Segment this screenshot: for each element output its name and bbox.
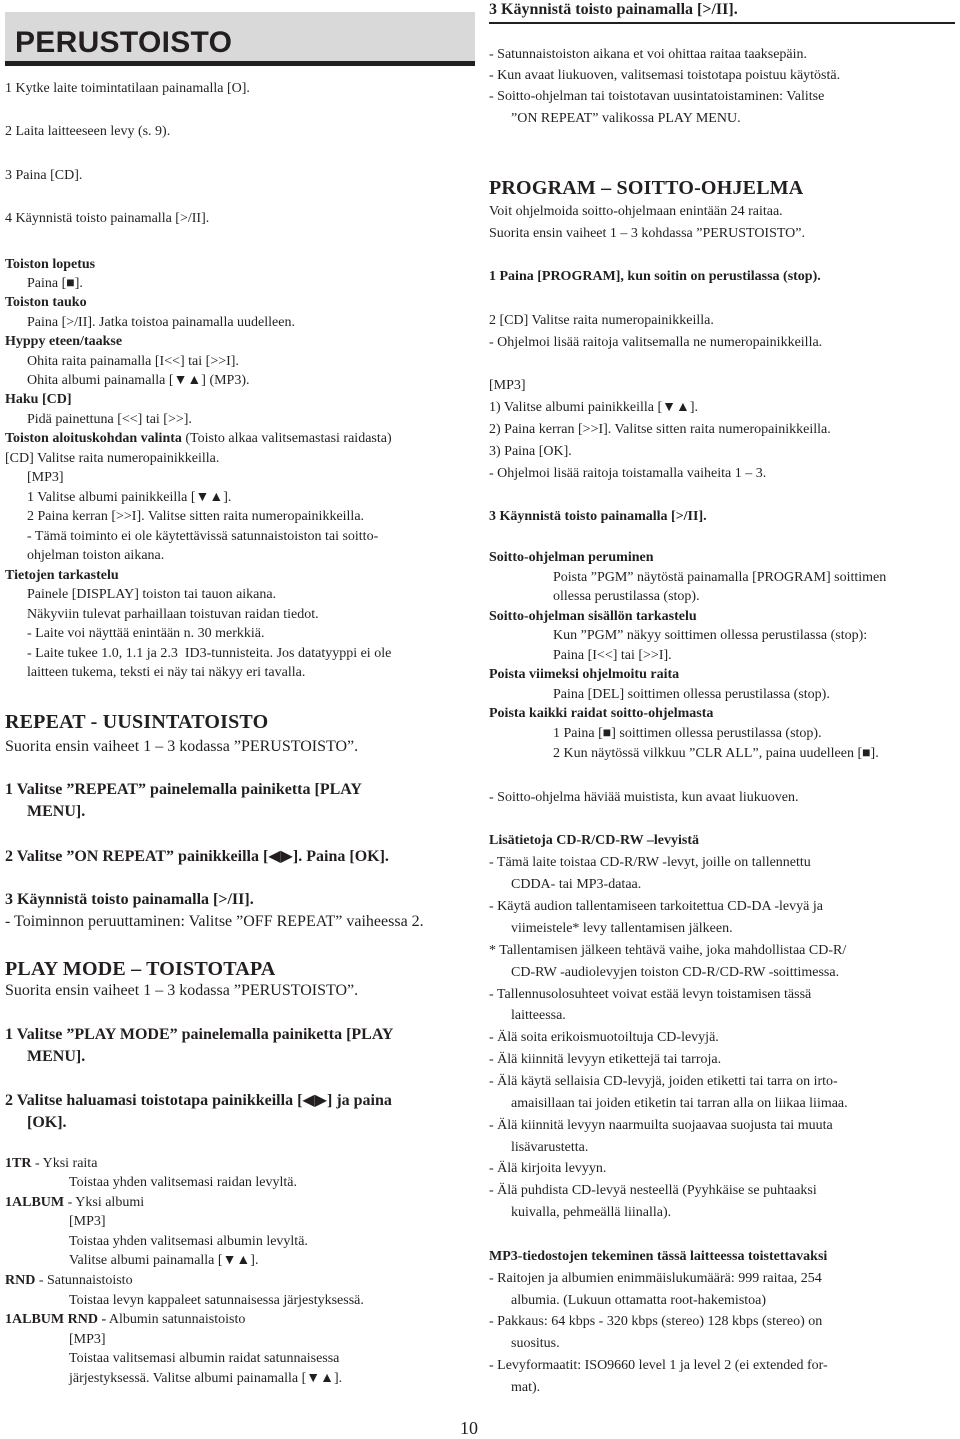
- op-heading: Haku [CD]: [5, 392, 72, 407]
- mode-entry: [5, 1272, 133, 1289]
- op-text: Ohita albumi painamalla [▼▲] (MP3).: [27, 373, 250, 388]
- cdr-line: - Tallennusolosuhteet voivat estää levyn toistamisen tässä: [489, 987, 812, 1002]
- program-text: [MP3]: [489, 378, 526, 393]
- op-text: Paina [DEL] soittimen ollessa perustilassa (stop).: [553, 687, 830, 702]
- play-step: 3 Käynnistä toisto painamalla [>/II].: [489, 1, 738, 18]
- program-text: 1) Valitse albumi painikkeilla [▼▲].: [489, 400, 699, 415]
- note-line: - Soitto-ohjelman tai toistotavan uusintatoistaminen: Valitse: [489, 89, 825, 104]
- playmode-intro: Suorita ensin vaiheet 1 – 3 kodassa ”PERUSTOISTO”.: [5, 982, 359, 999]
- op-text: - Laite voi näyttää enintään n. 30 merkkiä.: [27, 626, 265, 641]
- program-text: - Ohjelmoi lisää raitoja valitsemalla ne numeropainikkeilla.: [489, 335, 823, 350]
- program-step: 1 Paina [PROGRAM], kun soitin on perustilassa (stop).: [489, 269, 821, 284]
- mode-text: Toistaa valitsemasi albumin raidat satunnaisessa: [69, 1351, 340, 1366]
- playmode-step: [OK].: [27, 1114, 67, 1131]
- cdr-heading: Lisätietoja CD-R/CD-RW –levyistä: [489, 833, 699, 848]
- mode-text: järjestyksessä. Valitse albumi painamalla [▼▲].: [69, 1371, 343, 1386]
- mode-code: 1ALBUM: [5, 1195, 65, 1210]
- mp3-line: - Pakkaus: 64 kbps - 320 kbps (stereo) 128 kbps (stereo) on: [489, 1314, 823, 1329]
- cdr-line: - Älä kiinnitä levyyn etikettejä tai tarroja.: [489, 1052, 722, 1067]
- cdr-line: - Tämä laite toistaa CD-R/RW -levyt, joille on tallennettu: [489, 855, 811, 870]
- cdr-line: * Tallentamisen jälkeen tehtävä vaihe, joka mahdollistaa CD-R/: [489, 943, 847, 958]
- mp3-heading: MP3-tiedostojen tekeminen tässä laitteessa toistettavaksi: [489, 1249, 828, 1264]
- op-text: Paina [■].: [27, 276, 83, 291]
- repeat-step: 3 Käynnistä toisto painamalla [>/II].: [5, 891, 254, 908]
- program-note: - Soitto-ohjelma häviää muistista, kun avaat liukuoven.: [489, 790, 799, 805]
- op-heading: Toiston aloituskohdan valinta: [5, 431, 182, 446]
- mode-text: Toistaa levyn kappaleet satunnaisessa järjestyksessä.: [69, 1293, 364, 1308]
- op-text: - Laite tukee 1.0, 1.1 ja 2.3 ID3-tunnisteita. Jos datatyyppi ei ole: [27, 646, 392, 661]
- op-heading: Soitto-ohjelman peruminen: [489, 550, 654, 565]
- note-line: ”ON REPEAT” valikossa PLAY MENU.: [511, 111, 741, 126]
- op-heading: Tietojen tarkastelu: [5, 568, 119, 583]
- op-text: Näkyviin tulevat parhaillaan toistuvan raidan tiedot.: [27, 607, 319, 622]
- mode-entry: [5, 1311, 245, 1328]
- op-text: 2 Paina kerran [>>I]. Valitse sitten raita numeropainikkeilla.: [27, 509, 365, 524]
- op-text: Painele [DISPLAY] toiston tai tauon aikana.: [27, 587, 277, 602]
- step-1: 1 Kytke laite toimintatilaan painamalla [O].: [5, 81, 250, 96]
- step-4: 4 Käynnistä toisto painamalla [>/II].: [5, 211, 210, 226]
- cdr-line: - Älä puhdista CD-levyä nesteellä (Pyyhkäise se puhtaaksi: [489, 1183, 817, 1198]
- op-text: Paina [I<<] tai [>>I].: [553, 648, 672, 663]
- repeat-step: MENU].: [27, 803, 86, 820]
- op-text: ohjelman toiston aikana.: [27, 548, 165, 563]
- program-text: Suorita ensin vaiheet 1 – 3 kohdassa ”PERUSTOISTO”.: [489, 226, 806, 241]
- op-text: 1 Valitse albumi painikkeilla [▼▲].: [27, 490, 232, 505]
- op-heading: Hyppy eteen/taakse: [5, 334, 123, 349]
- mode-label: - Yksi albumi: [64, 1195, 145, 1210]
- op-text: - Tämä toiminto ei ole käytettävissä satunnaistoiston tai soitto-: [27, 529, 379, 544]
- cdr-line: - Älä käytä sellaisia CD-levyjä, joiden etiketti tai tarra on irto-: [489, 1074, 838, 1089]
- op-text: ollessa perustilassa (stop).: [553, 589, 700, 604]
- mp3-line: - Raitojen ja albumien enimmäislukumäärä: 999 raitaa, 254: [489, 1271, 822, 1286]
- op-heading: Toiston tauko: [5, 295, 87, 310]
- step-3: 3 Paina [CD].: [5, 168, 83, 183]
- mode-code: 1TR: [5, 1156, 32, 1171]
- program-heading: PROGRAM – SOITTO-OHJELMA: [489, 177, 804, 199]
- section-title-box: [5, 12, 475, 66]
- mode-text: [MP3]: [69, 1214, 106, 1229]
- op-heading: Soitto-ohjelman sisällön tarkastelu: [489, 609, 697, 624]
- op-text: Pidä painettuna [<<] tai [>>].: [27, 412, 192, 427]
- repeat-heading: REPEAT - UUSINTATOISTO: [5, 711, 269, 733]
- section-title: PERUSTOISTO: [15, 26, 233, 59]
- mode-text: Valitse albumi painamalla [▼▲].: [69, 1253, 259, 1268]
- cdr-line: - Älä kiinnitä levyyn naarmuilta suojaavaa suojusta tai muuta: [489, 1118, 833, 1133]
- cdr-line: - Älä kirjoita levyyn.: [489, 1161, 607, 1176]
- op-text: [MP3]: [27, 470, 64, 485]
- program-text: - Ohjelmoi lisää raitoja toistamalla vaiheita 1 – 3.: [489, 466, 767, 481]
- mode-label: - Satunnaistoisto: [35, 1273, 133, 1288]
- page-number: 10: [460, 1418, 478, 1438]
- mode-text: Toistaa yhden valitsemasi albumin levyltä.: [69, 1234, 308, 1249]
- repeat-step: 2 Valitse ”ON REPEAT” painikkeilla [◀▶]. Paina [OK].: [5, 848, 389, 865]
- mode-code: 1ALBUM RND -: [5, 1312, 107, 1327]
- op-text: laitteen tukema, teksti ei näy tai näkyy eri tavalla.: [27, 665, 306, 680]
- op-text: Poista ”PGM” näytöstä painamalla [PROGRAM] soittimen: [553, 570, 887, 585]
- step-2: 2 Laita laitteeseen levy (s. 9).: [5, 124, 171, 139]
- playmode-heading: PLAY MODE – TOISTOTAPA: [5, 958, 276, 980]
- program-text: 2 [CD] Valitse raita numeropainikkeilla.: [489, 313, 714, 328]
- program-text: 3) Paina [OK].: [489, 444, 572, 459]
- op-heading: Poista viimeksi ohjelmoitu raita: [489, 667, 680, 682]
- mode-label: - Yksi raita: [31, 1156, 98, 1171]
- repeat-intro: Suorita ensin vaiheet 1 – 3 kodassa ”PERUSTOISTO”.: [5, 738, 359, 755]
- mp3-line: - Levyformaatit: ISO9660 level 1 ja level 2 (ei extended for-: [489, 1358, 828, 1373]
- divider: [489, 22, 955, 24]
- op-text: Ohita raita painamalla [I<<] tai [>>I].: [27, 354, 239, 369]
- op-text: Kun ”PGM” näkyy soittimen ollessa perustilassa (stop):: [553, 628, 868, 643]
- mode-entry: [5, 1155, 97, 1172]
- program-step: 3 Käynnistä toisto painamalla [>/II].: [489, 509, 707, 524]
- cdr-line: CDDA- tai MP3-dataa.: [511, 877, 642, 892]
- op-heading: Poista kaikki raidat soitto-ohjelmasta: [489, 706, 714, 721]
- op-heading-line: [5, 430, 392, 447]
- mode-entry: [5, 1194, 144, 1211]
- cdr-line: lisävarustetta.: [511, 1140, 589, 1155]
- cdr-line: kuivalla, pehmeällä liinalla).: [511, 1205, 672, 1220]
- repeat-note: - Toiminnon peruuttaminen: Valitse ”OFF REPEAT” vaiheessa 2.: [5, 913, 424, 930]
- cdr-line: - Älä soita erikoismuotoiltuja CD-levyjä.: [489, 1030, 719, 1045]
- playmode-step: 2 Valitse haluamasi toistotapa painikkeilla [◀▶] ja paina: [5, 1092, 392, 1109]
- note-line: - Satunnaistoiston aikana et voi ohittaa raitaa taaksepäin.: [489, 47, 808, 62]
- mp3-line: suositus.: [511, 1336, 560, 1351]
- mode-text: Toistaa yhden valitsemasi raidan levyltä.: [69, 1175, 298, 1190]
- op-text: 1 Paina [■] soittimen ollessa perustilassa (stop).: [553, 726, 822, 741]
- mode-label: Albumin satunnaistoisto: [106, 1312, 246, 1327]
- note-line: - Kun avaat liukuoven, valitsemasi toistotapa poistuu käytöstä.: [489, 68, 841, 83]
- op-text: Paina [>/II]. Jatka toistoa painamalla uudelleen.: [27, 315, 295, 330]
- op-text: 2 Kun näytössä vilkkuu ”CLR ALL”, paina uudelleen [■].: [553, 746, 879, 761]
- mp3-line: mat).: [511, 1380, 541, 1395]
- op-note: (Toisto alkaa valitsemastasi raidasta): [181, 431, 392, 446]
- op-text: [CD] Valitse raita numeropainikkeilla.: [5, 451, 220, 466]
- cdr-line: laitteessa.: [511, 1008, 566, 1023]
- cdr-line: - Käytä audion tallentamiseen tarkoitettua CD-DA -levyä ja: [489, 899, 823, 914]
- cdr-line: amaisillaan tai joiden etiketin tai tarran alla on liikaa liimaa.: [511, 1096, 848, 1111]
- title-underline: [5, 61, 475, 66]
- program-text: 2) Paina kerran [>>I]. Valitse sitten raita numeropainikkeilla.: [489, 422, 831, 437]
- playmode-step: 1 Valitse ”PLAY MODE” painelemalla painiketta [PLAY: [5, 1026, 394, 1043]
- playmode-step: MENU].: [27, 1048, 86, 1065]
- mode-code: RND: [5, 1273, 36, 1288]
- cdr-line: CD-RW -audiolevyjen toiston CD-R/CD-RW -soittimessa.: [511, 965, 840, 980]
- cdr-line: viimeistele* levy tallentamisen jälkeen.: [511, 921, 733, 936]
- repeat-step: 1 Valitse ”REPEAT” painelemalla painiketta [PLAY: [5, 781, 362, 798]
- mode-text: [MP3]: [69, 1332, 106, 1347]
- program-text: Voit ohjelmoida soitto-ohjelmaan enintään 24 raitaa.: [489, 204, 783, 219]
- op-heading: Toiston lopetus: [5, 257, 96, 272]
- mp3-line: albumia. (Lukuun ottamatta root-hakemistoa): [511, 1293, 767, 1308]
